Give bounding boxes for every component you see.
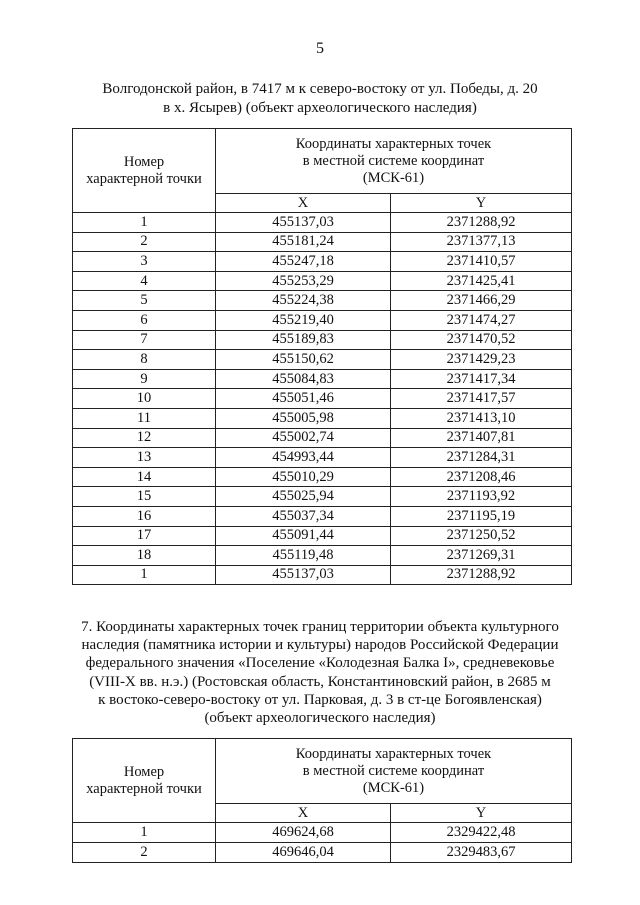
- y-coordinate-cell: 2371377,13: [391, 232, 572, 252]
- y-coordinate-cell: 2371417,57: [391, 389, 572, 409]
- y-coordinate-cell: 2371208,46: [391, 467, 572, 487]
- point-number-cell: 16: [73, 506, 216, 526]
- table-row: [73, 408, 572, 428]
- y-coordinate-cell: 2371470,52: [391, 330, 572, 350]
- point-number-cell: 10: [73, 389, 216, 409]
- x-coordinate-cell: 455247,18: [216, 252, 391, 272]
- header-line: характерной точки: [86, 780, 202, 797]
- y-coordinate-cell: 2371417,34: [391, 369, 572, 389]
- y-coordinate-cell: 2371466,29: [391, 291, 572, 311]
- table-row: [73, 252, 572, 272]
- caption-line: федерального значения «Поселение «Колодезная Балка I», средневековье: [85, 655, 555, 672]
- header-x: X: [216, 194, 391, 213]
- section2-caption: [62, 618, 578, 727]
- x-coordinate-cell: 455051,46: [216, 389, 391, 409]
- header-coordinates: [216, 739, 572, 804]
- header-x: X: [216, 804, 391, 823]
- point-number-cell: 9: [73, 369, 216, 389]
- header-line: (МСК-61): [362, 779, 425, 796]
- coordinates-table-1: [72, 128, 572, 585]
- y-coordinate-cell: 2371474,27: [391, 310, 572, 330]
- y-coordinate-cell: 2371193,92: [391, 487, 572, 507]
- x-coordinate-cell: 455005,98: [216, 408, 391, 428]
- point-number-cell: 2: [73, 232, 216, 252]
- table-row: [73, 843, 572, 863]
- table-row: [73, 291, 572, 311]
- table-row: [73, 330, 572, 350]
- caption-line: 7. Координаты характерных точек границ территории объекта культурного: [81, 619, 559, 635]
- y-coordinate-cell: 2371410,57: [391, 252, 572, 272]
- x-coordinate-cell: 455181,24: [216, 232, 391, 252]
- table-row: [73, 271, 572, 291]
- table-row: [73, 467, 572, 487]
- coordinates-table-2: [72, 738, 572, 863]
- y-coordinate-cell: 2371288,92: [391, 565, 572, 585]
- header-y: Y: [391, 194, 572, 213]
- y-coordinate-cell: 2371413,10: [391, 408, 572, 428]
- y-coordinate-cell: 2371429,23: [391, 350, 572, 370]
- header-line: (МСК-61): [362, 169, 425, 186]
- y-coordinate-cell: 2371425,41: [391, 271, 572, 291]
- caption-line: к востоко-северо-востоку от ул. Парковая, д. 3 в ст-це Богоявленская): [98, 691, 542, 708]
- table-row: [73, 823, 572, 843]
- table-row: [73, 232, 572, 252]
- caption-line: (VIII-X вв. н.э.) (Ростовская область, Константиновский район, в 2685 м: [89, 673, 551, 690]
- x-coordinate-cell: 455025,94: [216, 487, 391, 507]
- header-line: Координаты характерных точек: [295, 745, 492, 762]
- table-1-body: [73, 213, 572, 585]
- x-coordinate-cell: 455150,62: [216, 350, 391, 370]
- caption-line: (объект археологического наследия): [204, 710, 436, 727]
- caption-line: Волгодонской район, в 7417 м к северо-востоку от ул. Победы, д. 20: [102, 81, 538, 97]
- caption-line: наследия (памятника истории и культуры) народов Российской Федерации: [81, 637, 559, 654]
- x-coordinate-cell: 455084,83: [216, 369, 391, 389]
- point-number-cell: 2: [73, 843, 216, 863]
- table-row: [73, 526, 572, 546]
- point-number-cell: 11: [73, 408, 216, 428]
- point-number-cell: 12: [73, 428, 216, 448]
- x-coordinate-cell: 455224,38: [216, 291, 391, 311]
- table-row: [73, 369, 572, 389]
- x-coordinate-cell: 469646,04: [216, 843, 391, 863]
- table-2-body: [73, 823, 572, 863]
- header-y: Y: [391, 804, 572, 823]
- x-coordinate-cell: 455037,34: [216, 506, 391, 526]
- table-row: [73, 428, 572, 448]
- table-row: [73, 565, 572, 585]
- x-coordinate-cell: 455091,44: [216, 526, 391, 546]
- point-number-cell: 3: [73, 252, 216, 272]
- point-number-cell: 4: [73, 271, 216, 291]
- header-line: Номер: [123, 763, 165, 780]
- table-row: [73, 389, 572, 409]
- x-coordinate-cell: 455253,29: [216, 271, 391, 291]
- x-coordinate-cell: 455002,74: [216, 428, 391, 448]
- x-coordinate-cell: 455219,40: [216, 310, 391, 330]
- point-number-cell: 14: [73, 467, 216, 487]
- y-coordinate-cell: 2371195,19: [391, 506, 572, 526]
- header-point-number: [73, 739, 216, 823]
- x-coordinate-cell: 454993,44: [216, 448, 391, 468]
- x-coordinate-cell: 455189,83: [216, 330, 391, 350]
- point-number-cell: 6: [73, 310, 216, 330]
- header-line: Номер: [123, 153, 165, 170]
- x-coordinate-cell: 455137,03: [216, 213, 391, 233]
- point-number-cell: 17: [73, 526, 216, 546]
- table-row: [73, 546, 572, 566]
- point-number-cell: 1: [73, 823, 216, 843]
- table-row: [73, 213, 572, 233]
- y-coordinate-cell: 2371250,52: [391, 526, 572, 546]
- header-coordinates: [216, 129, 572, 194]
- point-number-cell: 1: [73, 565, 216, 585]
- y-coordinate-cell: 2371407,81: [391, 428, 572, 448]
- table-row: [73, 310, 572, 330]
- y-coordinate-cell: 2371269,31: [391, 546, 572, 566]
- x-coordinate-cell: 455119,48: [216, 546, 391, 566]
- section1-caption: [70, 80, 570, 118]
- caption-line: в х. Ясырев) (объект археологического наследия): [163, 100, 477, 116]
- x-coordinate-cell: 469624,68: [216, 823, 391, 843]
- y-coordinate-cell: 2329483,67: [391, 843, 572, 863]
- point-number-cell: 18: [73, 546, 216, 566]
- y-coordinate-cell: 2329422,48: [391, 823, 572, 843]
- y-coordinate-cell: 2371284,31: [391, 448, 572, 468]
- table-row: [73, 448, 572, 468]
- table-row: [73, 506, 572, 526]
- header-line: в местной системе координат: [302, 152, 485, 169]
- point-number-cell: 5: [73, 291, 216, 311]
- x-coordinate-cell: 455137,03: [216, 565, 391, 585]
- page-number: 5: [316, 40, 324, 57]
- header-point-number: [73, 129, 216, 213]
- header-line: характерной точки: [86, 170, 202, 187]
- point-number-cell: 13: [73, 448, 216, 468]
- point-number-cell: 1: [73, 213, 216, 233]
- header-line: в местной системе координат: [302, 762, 485, 779]
- table-row: [73, 350, 572, 370]
- point-number-cell: 7: [73, 330, 216, 350]
- header-line: Координаты характерных точек: [295, 135, 492, 152]
- table-row: [73, 487, 572, 507]
- x-coordinate-cell: 455010,29: [216, 467, 391, 487]
- y-coordinate-cell: 2371288,92: [391, 213, 572, 233]
- point-number-cell: 8: [73, 350, 216, 370]
- point-number-cell: 15: [73, 487, 216, 507]
